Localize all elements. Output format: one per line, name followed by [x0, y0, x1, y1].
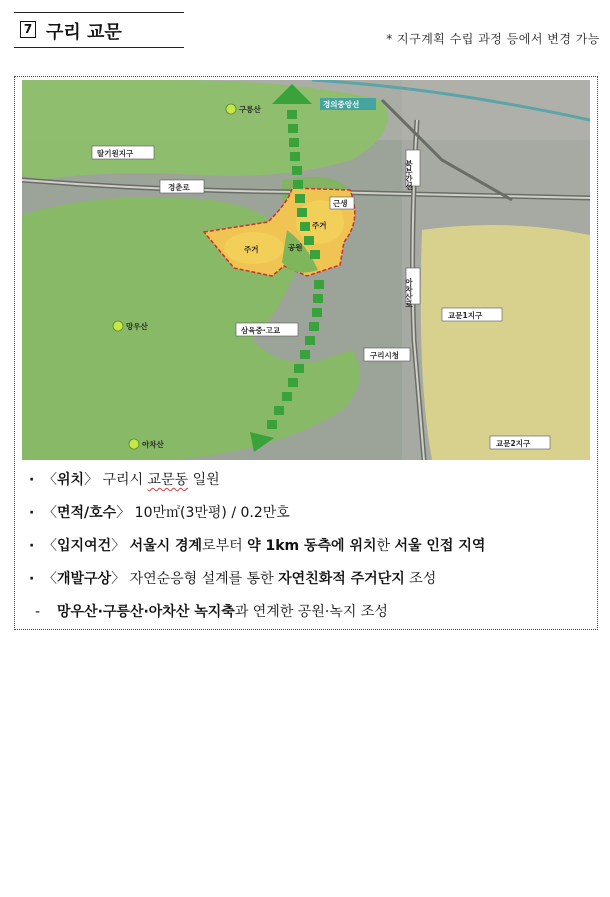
- bullet-text: 일원: [188, 472, 220, 488]
- change-note: * 지구계획 수립 과정 등에서 변경 가능: [386, 32, 600, 46]
- sub-text: 과 연계한 공원·녹지 조성: [234, 604, 388, 620]
- map-label-mangusan: 망우산: [126, 322, 148, 331]
- bullet-text: 서울시 경계: [129, 538, 203, 554]
- bullet-text: 약 1km 동측에 위치: [247, 538, 377, 554]
- bullet-text: 서울 인접 지역: [394, 538, 486, 554]
- map-label-gyeongchunro: 경춘로: [168, 183, 190, 192]
- map-label-geunsaeng: 근생: [333, 199, 348, 208]
- section-number: 7: [20, 21, 36, 38]
- map-label-ttalgiwon: 딸기원지구: [97, 149, 134, 158]
- map-label-jugeo-west: 주거: [244, 245, 259, 254]
- bullet-text: 10만㎡(3만평) / 0.2만호: [134, 505, 290, 521]
- bullet-text: 구리시: [102, 472, 148, 488]
- project-details: [29, 469, 599, 634]
- map-label-jugeo-north: 주거: [312, 221, 327, 230]
- bullet-conditions: · 〈입지여건〉 서울시 경계로부터 약 1km 동측에 위치한 서울 인접 지역: [29, 538, 486, 554]
- map-label-school: 삼육중·고교: [241, 326, 281, 335]
- map-label-city-hall: 구리시청: [370, 351, 399, 360]
- bullet-location: · 〈위치〉 구리시 교문동 일원: [29, 472, 220, 488]
- section-title: [14, 12, 184, 48]
- map-graphic: [22, 80, 590, 460]
- map-label-gyeongui-line: 경의중앙선: [323, 100, 360, 109]
- map-label-gureungsan: 구릉산: [239, 105, 261, 114]
- sub-bold-text: 망우산·구릉산·아차산 녹지축: [57, 604, 235, 620]
- bullet-text: 한: [376, 538, 395, 554]
- map-label-gyomun2: 교문2지구: [496, 439, 531, 448]
- bullet-text: 교문동: [147, 472, 189, 488]
- bullet-text: 자연순응형 설계를 통한: [129, 571, 279, 587]
- section-title-text: 구리 교문: [46, 22, 122, 43]
- content-panel: [14, 76, 598, 630]
- map-label-bukbu-road: 북부간선: [404, 160, 414, 190]
- site-map: [22, 80, 590, 460]
- bullet-text: 자연친화적 주거단지: [278, 571, 405, 587]
- map-label-achasan: 아차산: [142, 440, 164, 449]
- map-label-park: 공원: [288, 243, 303, 252]
- sub-dash: -: [35, 604, 41, 620]
- bullet-key: 개발구상: [57, 571, 112, 587]
- bullet-area: · 〈면적/호수〉 10만㎡(3만평) / 0.2만호: [29, 505, 290, 521]
- bullet-key: 입지여건: [57, 538, 112, 554]
- bullet-text: 로부터: [202, 538, 248, 554]
- bullet-text: 조성: [404, 571, 437, 587]
- bullet-key: 위치: [57, 472, 85, 488]
- sub-bullet-green-axis: [29, 601, 599, 634]
- map-label-gyomun1: 교문1지구: [448, 311, 483, 320]
- map-label-achasan-ro: 아차산로: [404, 278, 414, 308]
- bullet-key: 면적/호수: [57, 505, 117, 521]
- bullet-concept: · 〈개발구상〉 자연순응형 설계를 통한 자연친화적 주거단지 조성: [29, 571, 437, 587]
